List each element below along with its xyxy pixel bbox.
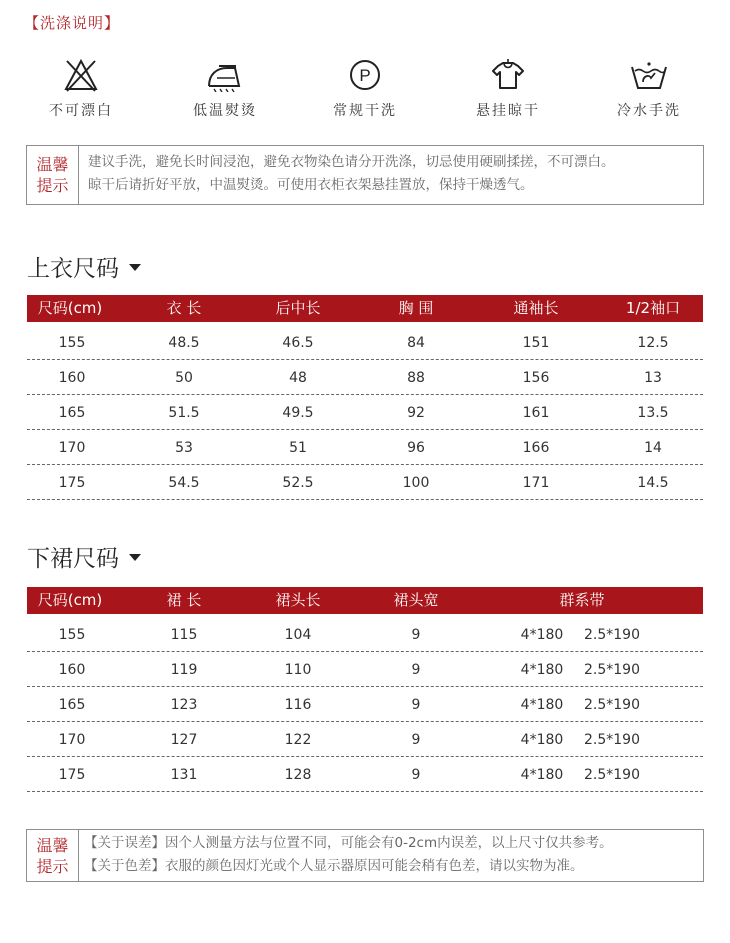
tip-badge [27, 830, 79, 881]
top-size-title [27, 250, 141, 283]
table-row [27, 395, 703, 430]
cell: 4*180 [520, 767, 564, 783]
cell: 165 [58, 697, 86, 713]
cell: 2.5*190 [584, 732, 640, 748]
cell: 46.5 [282, 335, 314, 351]
skirt-size-title-text: 下裙尺码 [27, 546, 119, 572]
table-header [27, 587, 703, 614]
cell: 115 [170, 627, 198, 643]
cell: 165 [58, 405, 86, 421]
cold-wash-icon [629, 58, 669, 92]
cell: 92 [407, 405, 425, 421]
cell: 2.5*190 [584, 662, 640, 678]
cell: 161 [522, 405, 550, 421]
header-cell: 后中长 [275, 299, 321, 317]
skirt-size-table [27, 587, 703, 792]
header-cell: 裙头长 [275, 591, 321, 609]
top-size-table [27, 295, 703, 500]
cell: 170 [58, 440, 86, 456]
cell: 4*180 [520, 697, 564, 713]
care-item-dry-clean [305, 58, 425, 120]
care-item-cold-wash [589, 58, 709, 120]
cell: 9 [411, 767, 421, 783]
tip-badge-line1: 温馨 [36, 155, 69, 174]
cell: 88 [407, 370, 425, 386]
cell: 53 [175, 440, 193, 456]
cell: 9 [411, 662, 421, 678]
cell: 4*180 [520, 732, 564, 748]
cell: 84 [407, 335, 425, 351]
cell: 175 [58, 767, 86, 783]
washing-tip-box [26, 145, 704, 205]
cell: 110 [284, 662, 312, 678]
table-row [27, 652, 703, 687]
care-item-no-bleach [21, 58, 141, 120]
table-row [27, 687, 703, 722]
care-item-hang-dry [448, 58, 568, 120]
cell: 155 [58, 335, 86, 351]
header-cell: 衣 长 [166, 299, 202, 317]
dry-clean-p-icon [347, 58, 383, 92]
cell: 13.5 [637, 405, 669, 421]
cell: 14.5 [637, 475, 669, 491]
cell: 2.5*190 [584, 697, 640, 713]
cell: 9 [411, 732, 421, 748]
hang-dry-icon [490, 58, 526, 92]
table-row [27, 325, 703, 360]
care-label: 低温熨烫 [193, 103, 257, 119]
cell: 52.5 [282, 475, 314, 491]
cell: 49.5 [282, 405, 314, 421]
care-icons-row [0, 58, 730, 128]
care-label: 常规干洗 [333, 103, 397, 119]
cell: 156 [522, 370, 550, 386]
table-row [27, 757, 703, 792]
care-item-iron [165, 58, 285, 120]
cell: 119 [170, 662, 198, 678]
header-cell: 裙 长 [166, 591, 202, 609]
tip-text-line1: 【关于误差】因个人测量方法与位置不同，可能会有0-2cm内误差，以上尺寸仅共参考。 [84, 835, 613, 851]
tip-badge-line2: 提示 [36, 176, 69, 195]
tip-text-line1: 建议手洗，避免长时间浸泡，避免衣物染色请分开洗涤，切忌使用硬刷揉搓，不可漂白。 [88, 154, 615, 170]
cell: 104 [284, 627, 312, 643]
tip-text-line2: 【关于色差】衣服的颜色因灯光或个人显示器原因可能会稍有色差，请以实物为准。 [84, 858, 584, 874]
cell: 128 [284, 767, 312, 783]
header-cell: 尺码(cm) [37, 299, 103, 317]
cell: 100 [402, 475, 430, 491]
care-label: 悬挂晾干 [476, 103, 540, 119]
header-cell: 通袖长 [513, 299, 559, 317]
cell: 160 [58, 370, 86, 386]
table-row [27, 722, 703, 757]
cell: 51 [289, 440, 307, 456]
cell: 160 [58, 662, 86, 678]
care-label: 不可漂白 [49, 103, 113, 119]
cell: 122 [284, 732, 312, 748]
cell: 96 [407, 440, 425, 456]
no-bleach-icon [63, 58, 99, 92]
cell: 9 [411, 627, 421, 643]
triangle-down-icon [129, 264, 141, 271]
cell: 51.5 [168, 405, 200, 421]
washing-section-title: 【洗涤说明】 [24, 14, 121, 32]
header-cell: 尺码(cm) [37, 591, 103, 609]
table-row [27, 617, 703, 652]
cell: 123 [170, 697, 198, 713]
iron-low-icon [205, 58, 245, 92]
cell: 54.5 [168, 475, 200, 491]
care-label: 冷水手洗 [617, 103, 681, 119]
cell: 175 [58, 475, 86, 491]
cell: 14 [644, 440, 662, 456]
tip-badge-line2: 提示 [36, 856, 69, 876]
table-row [27, 465, 703, 500]
cell: 48 [289, 370, 307, 386]
cell: 116 [284, 697, 312, 713]
table-row [27, 360, 703, 395]
tip-badge-line1: 温馨 [36, 835, 69, 855]
cell: 4*180 [520, 627, 564, 643]
cell: 50 [175, 370, 193, 386]
header-cell: 1/2袖口 [625, 299, 681, 317]
svg-text:P: P [359, 66, 371, 85]
triangle-down-icon [129, 554, 141, 561]
header-cell: 群系带 [559, 591, 605, 609]
tip-text-line2: 晾干后请折好平放，中温熨烫。可使用衣柜衣架悬挂置放，保持干燥透气。 [88, 177, 534, 193]
cell: 9 [411, 697, 421, 713]
cell: 131 [170, 767, 198, 783]
cell: 2.5*190 [584, 627, 640, 643]
cell: 127 [170, 732, 198, 748]
header-cell: 胸 围 [398, 299, 434, 317]
cell: 171 [522, 475, 550, 491]
header-cell: 裙头宽 [393, 591, 439, 609]
cell: 170 [58, 732, 86, 748]
cell: 166 [522, 440, 550, 456]
cell: 48.5 [168, 335, 200, 351]
cell: 155 [58, 627, 86, 643]
cell: 151 [522, 335, 550, 351]
bottom-tip-box [26, 829, 704, 882]
top-size-title-text: 上衣尺码 [27, 256, 119, 282]
table-row [27, 430, 703, 465]
cell: 4*180 [520, 662, 564, 678]
cell: 12.5 [637, 335, 669, 351]
tip-badge [27, 146, 79, 204]
cell: 2.5*190 [584, 767, 640, 783]
cell: 13 [644, 370, 662, 386]
table-header [27, 295, 703, 322]
skirt-size-title [27, 540, 141, 573]
